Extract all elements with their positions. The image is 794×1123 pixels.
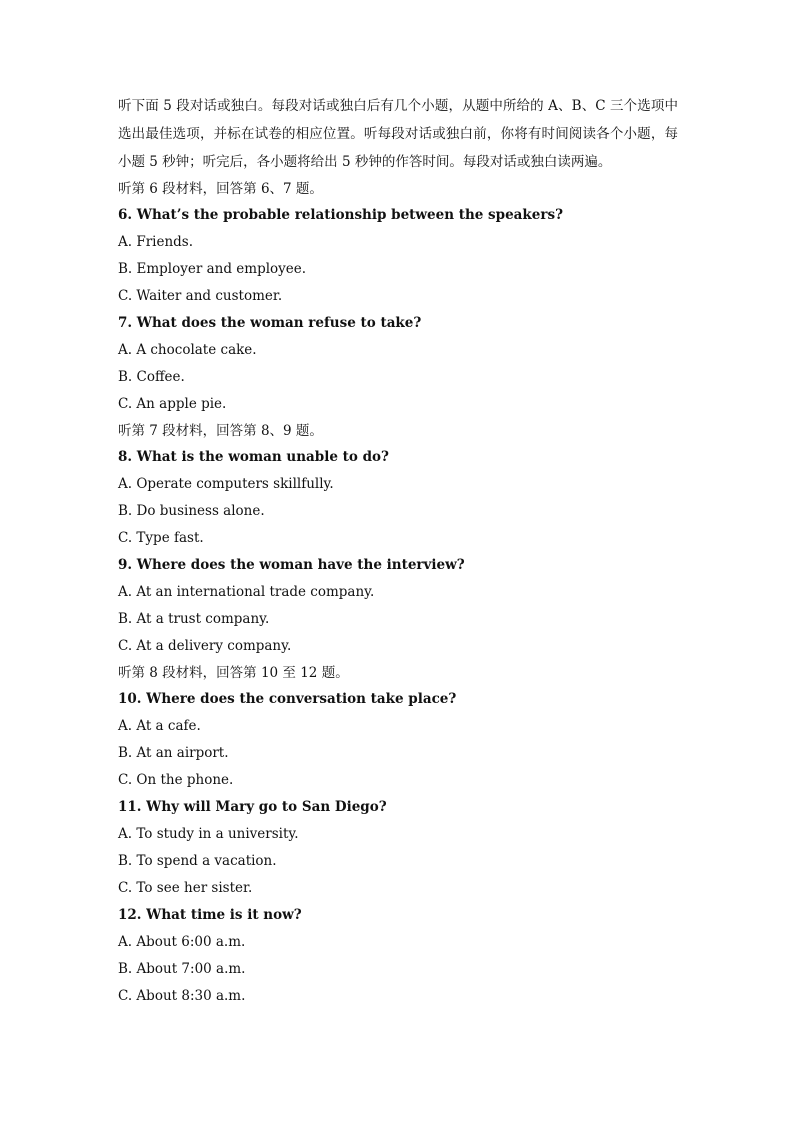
option-a: A. Operate computers skillfully.	[118, 476, 334, 492]
option-c: C. To see her sister.	[118, 880, 253, 896]
question-12	[118, 902, 678, 1010]
option-c: C. Type fast.	[118, 530, 204, 546]
exam-page	[118, 92, 678, 1010]
question-6	[118, 202, 678, 310]
instructions-paragraph: 听下面 5 段对话或独白。每段对话或独白后有几个小题，从题中所给的 A、B、C 三个选项中选出最佳选项，并标在试卷的相应位置。听每段对话或独白前，你将有时间阅读各个小题，每小题 5 秒钟；听完后，各小题将给出 5 秒钟的作答时间。每段对话或独白读两遍。	[118, 98, 678, 170]
option-a: A. At an international trade company.	[118, 584, 375, 600]
option-a: A. Friends.	[118, 234, 194, 250]
option-b: B. Employer and employee.	[118, 261, 307, 277]
question-text: 10. Where does the conversation take place?	[118, 691, 457, 707]
option-b: B. To spend a vacation.	[118, 853, 277, 869]
option-a: A. About 6:00 a.m.	[118, 934, 246, 950]
option-c: C. An apple pie.	[118, 396, 227, 412]
section-heading: 听第 7 段材料，回答第 8、9 题。	[118, 423, 323, 439]
option-a: A. At a cafe.	[118, 718, 201, 734]
option-c: C. Waiter and customer.	[118, 288, 283, 304]
question-9	[118, 552, 678, 660]
option-a: A. To study in a university.	[118, 826, 299, 842]
question-11	[118, 794, 678, 902]
question-8	[118, 444, 678, 552]
section-heading: 听第 8 段材料，回答第 10 至 12 题。	[118, 665, 349, 681]
question-10	[118, 686, 678, 794]
question-text: 9. Where does the woman have the interview?	[118, 557, 465, 573]
option-b: B. Do business alone.	[118, 503, 265, 519]
question-text: 12. What time is it now?	[118, 907, 302, 923]
option-b: B. Coffee.	[118, 369, 185, 385]
question-text: 8. What is the woman unable to do?	[118, 449, 389, 465]
material-group-8	[118, 660, 678, 1010]
option-c: C. On the phone.	[118, 772, 234, 788]
option-c: C. At a delivery company.	[118, 638, 292, 654]
option-b: B. About 7:00 a.m.	[118, 961, 246, 977]
material-group-7	[118, 418, 678, 660]
question-text: 11. Why will Mary go to San Diego?	[118, 799, 387, 815]
option-b: B. At an airport.	[118, 745, 229, 761]
question-text: 7. What does the woman refuse to take?	[118, 315, 422, 331]
option-a: A. A chocolate cake.	[118, 342, 257, 358]
question-text: 6. What’s the probable relationship between the speakers?	[118, 207, 563, 223]
question-7	[118, 310, 678, 418]
option-c: C. About 8:30 a.m.	[118, 988, 246, 1004]
material-group-6	[118, 176, 678, 418]
option-b: B. At a trust company.	[118, 611, 270, 627]
section-heading: 听第 6 段材料，回答第 6、7 题。	[118, 181, 323, 197]
